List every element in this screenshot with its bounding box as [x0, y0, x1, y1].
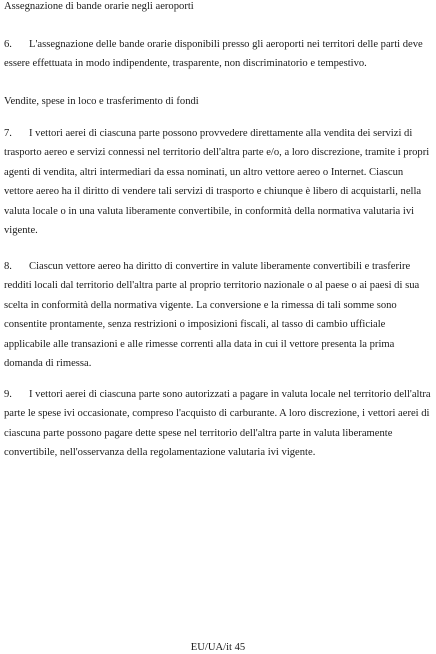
section-heading-slots: Assegnazione di bande orarie negli aeroporti: [4, 1, 194, 12]
paragraph-number: 8.: [4, 261, 12, 272]
paragraph-number: 6.: [4, 39, 12, 50]
page-footer-reference: EU/UA/it 45: [190, 642, 246, 653]
paragraph-text: L'assegnazione delle bande orarie disponibili presso gli aeroporti nei territori delle parti deve essere effettuata in modo indipendente, trasparente, non discriminatorio e tempestivo.: [4, 39, 423, 70]
paragraph-number: 7.: [4, 128, 12, 139]
paragraph-text: I vettori aerei di ciascuna parte possono provvedere direttamente alla vendita dei servizi di trasporto aereo e servizi connessi nel territorio dell'altra parte e/o, a loro discrezione, tramite i propri agenti di vendita, altri intermediari da essa nominati, un altro vettore aereo o Internet. Ciascun vettore aereo ha il diritto di vendere tali servizi di trasporto e chiunque è libero di acquistarli, nella valuta locale o in una valuta liberamente convertibile, in conformità della normativa valutaria ivi vigente.: [4, 128, 430, 237]
paragraph-9: [4, 385, 432, 463]
paragraph-number: 9.: [4, 389, 12, 400]
paragraph-7: [4, 124, 432, 240]
paragraph-8: [4, 257, 432, 373]
paragraph-6: [4, 35, 432, 74]
paragraph-text: Ciascun vettore aereo ha diritto di convertire in valute liberamente convertibili e trasferire redditi locali dal territorio dell'altra parte al proprio territorio nazionale o al paese o ai paesi di sua scelta in conformità della normativa vigente. La conversione e la rimessa di tali somme sono consentite prontamente, senza restrizioni o imposizioni fiscali, al tasso di cambio ufficiale applicabile alle transazioni e alle rimesse correnti alla data in cui il vettore presenta la prima domanda di rimessa.: [4, 261, 420, 370]
section-heading-sales: Vendite, spese in loco e trasferimento di fondi: [4, 96, 199, 107]
paragraph-text: I vettori aerei di ciascuna parte sono autorizzati a pagare in valuta locale nel territorio dell'altra parte le spese ivi occasionate, compreso l'acquisto di carburante. A loro discrezione, i vettori aerei di ciascuna parte possono pagare dette spese nel territorio dell'altra parte in valuta liberamente convertibile, nell'osservanza della regolamentazione valutaria ivi vigente.: [4, 389, 431, 459]
